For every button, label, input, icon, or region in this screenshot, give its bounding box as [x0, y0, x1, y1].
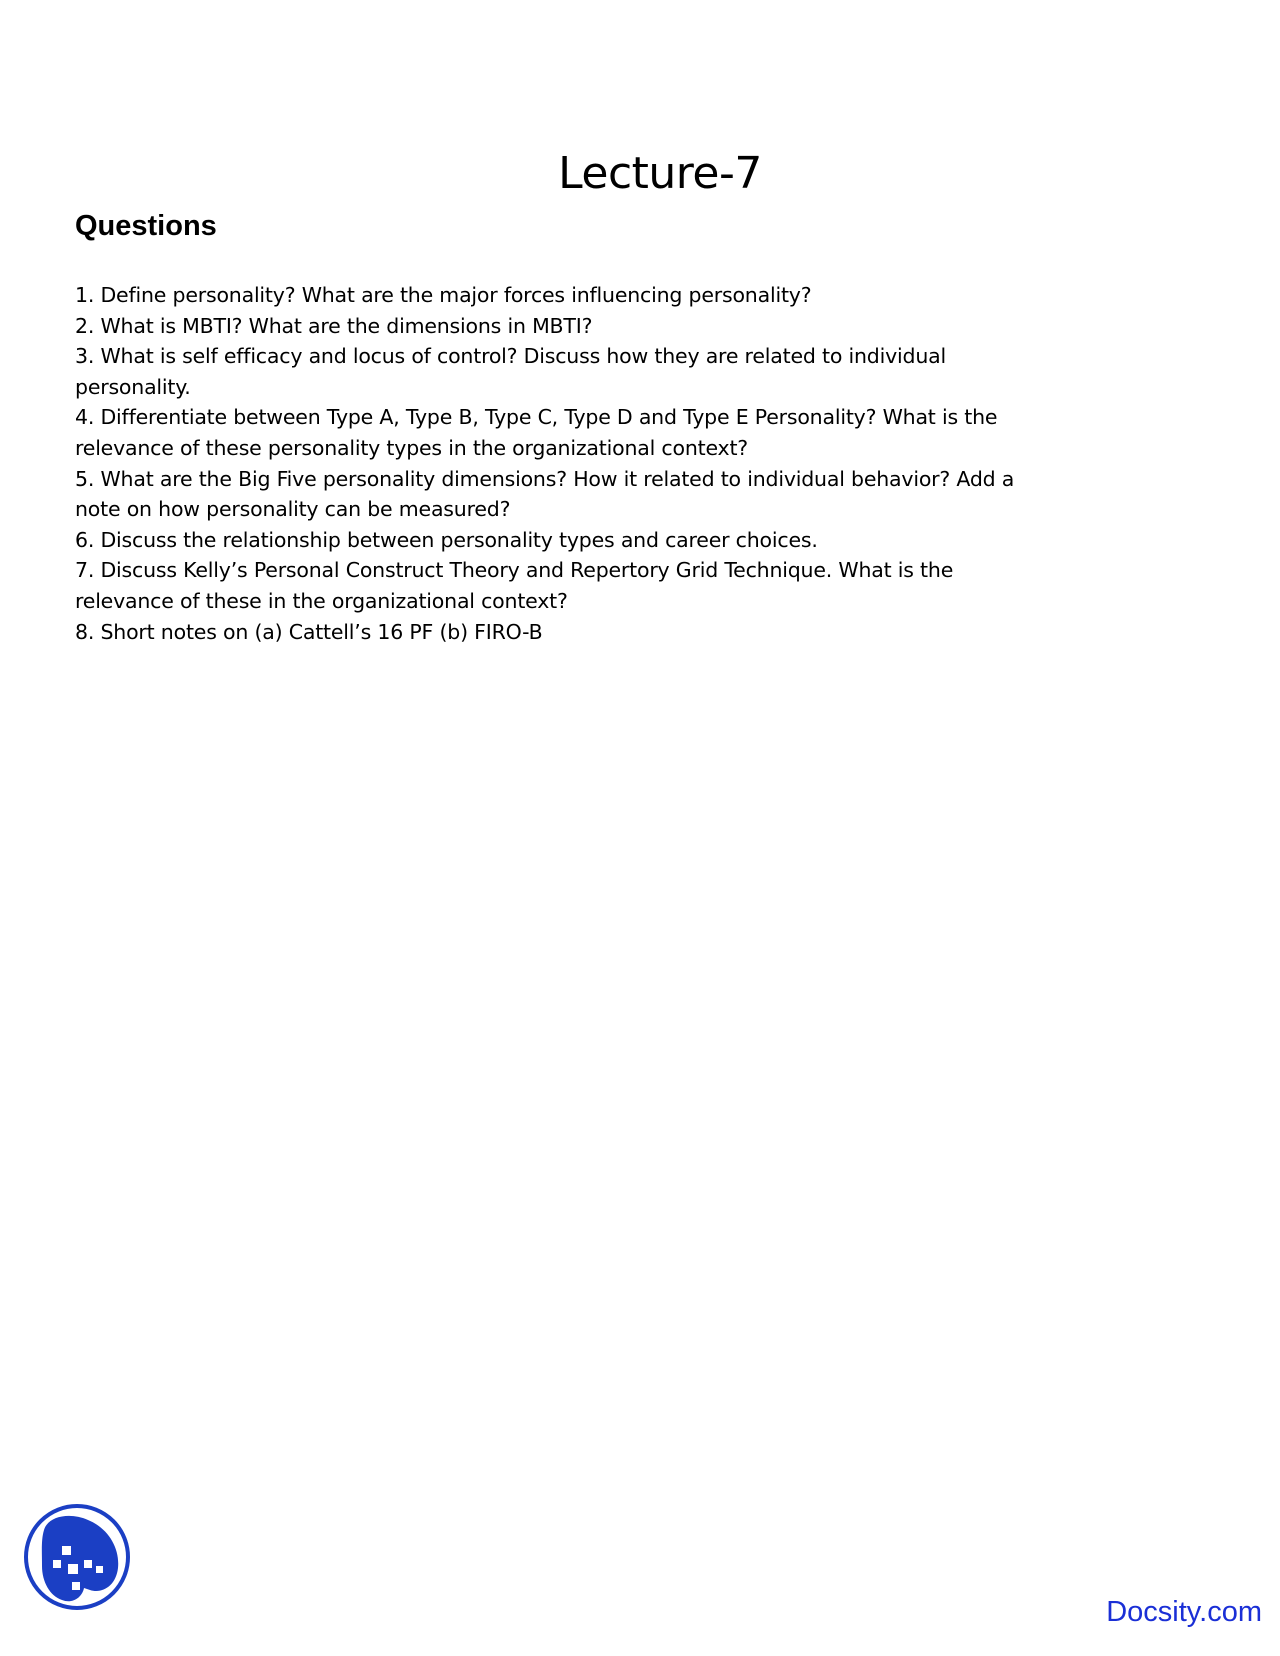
question-item-6: 6. Discuss the relationship between personality types and career choices.	[75, 527, 818, 552]
section-heading: Questions	[75, 210, 217, 242]
question-list	[75, 280, 1035, 647]
question-item-7: 7. Discuss Kelly’s Personal Construct Theory and Repertory Grid Technique. What is the relevance of these in the organizational context?	[75, 558, 954, 613]
question-item-8: 8. Short notes on (a) Cattell’s 16 PF (b) FIRO-B	[75, 619, 543, 644]
question-item-2: 2. What is MBTI? What are the dimensions in MBTI?	[75, 313, 593, 338]
docsity-brand-text[interactable]: Docsity.com	[1106, 1596, 1262, 1628]
docsity-logo-icon	[22, 1502, 132, 1612]
page-title: Lecture-7	[558, 148, 762, 199]
question-item-3: 3. What is self efficacy and locus of control? Discuss how they are related to individual personality.	[75, 344, 946, 399]
question-item-5: 5. What are the Big Five personality dimensions? How it related to individual behavior? Add a note on how personality can be measured?	[75, 466, 1015, 522]
question-item-1: 1. Define personality? What are the major forces influencing personality?	[75, 283, 812, 307]
question-item-4: 4. Differentiate between Type A, Type B, Type C, Type D and Type E Personality? What is the relevance of these personality types in the organizational context?	[75, 405, 998, 460]
